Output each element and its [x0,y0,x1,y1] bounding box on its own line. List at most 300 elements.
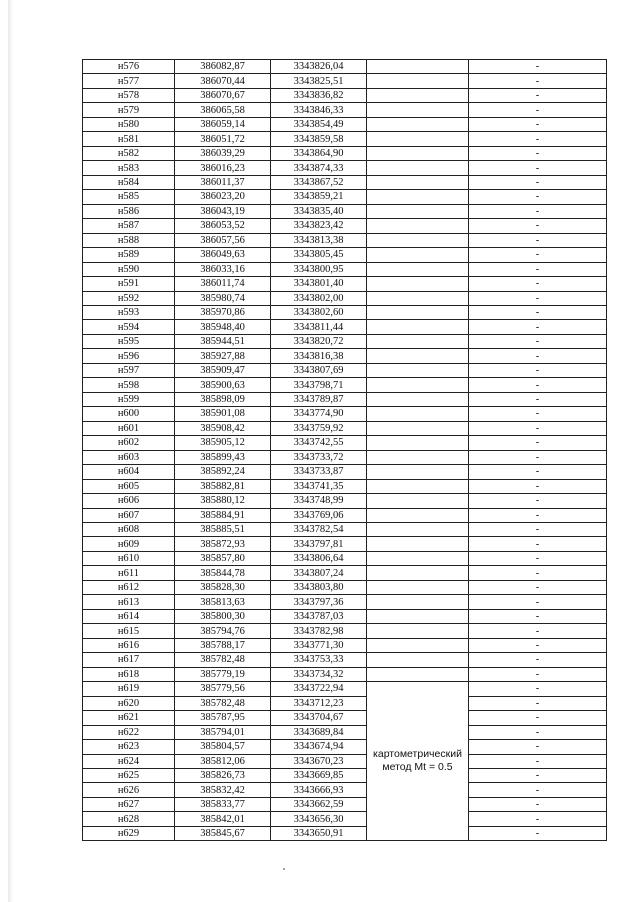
method-cell [367,436,469,450]
point-id-cell: н598 [83,378,175,392]
x-coordinate-cell: 386057,56 [175,233,271,247]
table-row [83,233,607,247]
table-row [83,754,607,768]
point-id-cell: н594 [83,320,175,334]
mark-cell: - [469,248,607,262]
table-row [83,523,607,537]
x-coordinate-cell: 386082,87 [175,60,271,74]
table-row [83,682,607,696]
method-cell [367,103,469,117]
method-cell [367,609,469,623]
y-coordinate-cell: 3343803,80 [271,580,367,594]
mark-cell: - [469,190,607,204]
point-id-cell: н603 [83,450,175,464]
x-coordinate-cell: 386023,20 [175,190,271,204]
method-cell [367,363,469,377]
point-id-cell: н610 [83,551,175,565]
x-coordinate-cell: 386011,74 [175,277,271,291]
point-id-cell: н617 [83,653,175,667]
y-coordinate-cell: 3343742,55 [271,436,367,450]
y-coordinate-cell: 3343867,52 [271,175,367,189]
x-coordinate-cell: 385782,48 [175,653,271,667]
y-coordinate-cell: 3343670,23 [271,754,367,768]
mark-cell: - [469,494,607,508]
table-row [83,204,607,218]
mark-cell: - [469,754,607,768]
y-coordinate-cell: 3343802,60 [271,305,367,319]
point-id-cell: н584 [83,175,175,189]
point-id-cell: н624 [83,754,175,768]
mark-cell: - [469,421,607,435]
method-cell [367,349,469,363]
x-coordinate-cell: 386051,72 [175,132,271,146]
x-coordinate-cell: 385826,73 [175,768,271,782]
mark-cell: - [469,711,607,725]
y-coordinate-cell: 3343733,72 [271,450,367,464]
mark-cell: - [469,638,607,652]
table-row [83,219,607,233]
x-coordinate-cell: 386049,63 [175,248,271,262]
point-id-cell: н616 [83,638,175,652]
point-id-cell: н582 [83,146,175,160]
y-coordinate-cell: 3343874,33 [271,161,367,175]
point-id-cell: н589 [83,248,175,262]
point-id-cell: н626 [83,783,175,797]
y-coordinate-cell: 3343826,04 [271,60,367,74]
y-coordinate-cell: 3343674,94 [271,740,367,754]
y-coordinate-cell: 3343823,42 [271,219,367,233]
mark-cell: - [469,277,607,291]
table-row [83,624,607,638]
y-coordinate-cell: 3343704,67 [271,711,367,725]
y-coordinate-cell: 3343859,21 [271,190,367,204]
method-cell [367,117,469,131]
method-cell [367,291,469,305]
x-coordinate-cell: 385800,30 [175,609,271,623]
point-id-cell: н622 [83,725,175,739]
y-coordinate-cell: 3343807,24 [271,566,367,580]
method-cell [367,233,469,247]
point-id-cell: н596 [83,349,175,363]
table-row [83,580,607,594]
y-coordinate-cell: 3343789,87 [271,392,367,406]
mark-cell: - [469,103,607,117]
method-cell [367,378,469,392]
method-cell [367,146,469,160]
y-coordinate-cell: 3343805,45 [271,248,367,262]
x-coordinate-cell: 385828,30 [175,580,271,594]
point-id-cell: н591 [83,277,175,291]
y-coordinate-cell: 3343859,58 [271,132,367,146]
point-id-cell: н590 [83,262,175,276]
method-cell [367,248,469,262]
point-id-cell: н607 [83,508,175,522]
method-cell [367,551,469,565]
mark-cell: - [469,88,607,102]
table-row [83,161,607,175]
mark-cell: - [469,219,607,233]
table-row [83,190,607,204]
mark-cell: - [469,465,607,479]
x-coordinate-cell: 385882,81 [175,479,271,493]
table-row [83,537,607,551]
mark-cell: - [469,479,607,493]
mark-cell: - [469,146,607,160]
mark-cell: - [469,783,607,797]
mark-cell: - [469,624,607,638]
x-coordinate-cell: 385905,12 [175,436,271,450]
x-coordinate-cell: 385880,12 [175,494,271,508]
y-coordinate-cell: 3343734,32 [271,667,367,681]
y-coordinate-cell: 3343722,94 [271,682,367,696]
mark-cell: - [469,175,607,189]
mark-cell: - [469,378,607,392]
y-coordinate-cell: 3343802,00 [271,291,367,305]
point-id-cell: н628 [83,812,175,826]
x-coordinate-cell: 386070,67 [175,88,271,102]
y-coordinate-cell: 3343662,59 [271,797,367,811]
method-cell [367,161,469,175]
x-coordinate-cell: 385899,43 [175,450,271,464]
y-coordinate-cell: 3343733,87 [271,465,367,479]
y-coordinate-cell: 3343689,84 [271,725,367,739]
table-row [83,277,607,291]
mark-cell: - [469,363,607,377]
table-row [83,465,607,479]
x-coordinate-cell: 385909,47 [175,363,271,377]
method-cell [367,494,469,508]
table-row [83,450,607,464]
table-row [83,812,607,826]
method-cell [367,479,469,493]
mark-cell: - [469,797,607,811]
mark-cell: - [469,725,607,739]
mark-cell: - [469,291,607,305]
table-row [83,436,607,450]
x-coordinate-cell: 386039,29 [175,146,271,160]
table-row [83,146,607,160]
x-coordinate-cell: 385844,78 [175,566,271,580]
mark-cell: - [469,595,607,609]
table-row [83,88,607,102]
method-cell [367,508,469,522]
table-row [83,595,607,609]
method-cell [367,334,469,348]
x-coordinate-cell: 386065,58 [175,103,271,117]
x-coordinate-cell: 385884,91 [175,508,271,522]
mark-cell: - [469,161,607,175]
x-coordinate-cell: 385779,56 [175,682,271,696]
y-coordinate-cell: 3343769,06 [271,508,367,522]
mark-cell: - [469,768,607,782]
point-id-cell: н629 [83,826,175,840]
x-coordinate-cell: 386043,19 [175,204,271,218]
method-cell [367,638,469,652]
table-row [83,566,607,580]
x-coordinate-cell: 386059,14 [175,117,271,131]
table-row [83,696,607,710]
y-coordinate-cell: 3343669,85 [271,768,367,782]
table-row [83,363,607,377]
point-id-cell: н601 [83,421,175,435]
method-cell [367,175,469,189]
table-row [83,551,607,565]
point-id-cell: н587 [83,219,175,233]
table-row [83,638,607,652]
method-cell [367,74,469,88]
method-cell [367,566,469,580]
y-coordinate-cell: 3343759,92 [271,421,367,435]
mark-cell: - [469,117,607,131]
x-coordinate-cell: 385787,95 [175,711,271,725]
table-row [83,132,607,146]
y-coordinate-cell: 3343811,44 [271,320,367,334]
table-row [83,494,607,508]
mark-cell: - [469,551,607,565]
y-coordinate-cell: 3343800,95 [271,262,367,276]
table-row [83,248,607,262]
mark-cell: - [469,609,607,623]
y-coordinate-cell: 3343864,90 [271,146,367,160]
table-row [83,479,607,493]
table-row [83,262,607,276]
point-id-cell: н585 [83,190,175,204]
table-row [83,711,607,725]
method-cell [367,450,469,464]
mark-cell: - [469,305,607,319]
y-coordinate-cell: 3343835,40 [271,204,367,218]
page-edge-shadow [8,0,13,902]
y-coordinate-cell: 3343806,64 [271,551,367,565]
mark-cell: - [469,320,607,334]
x-coordinate-cell: 385779,19 [175,667,271,681]
x-coordinate-cell: 385794,01 [175,725,271,739]
x-coordinate-cell: 385794,76 [175,624,271,638]
x-coordinate-cell: 385872,93 [175,537,271,551]
mark-cell: - [469,450,607,464]
point-id-cell: н577 [83,74,175,88]
point-id-cell: н619 [83,682,175,696]
table-row [83,797,607,811]
table-row [83,334,607,348]
point-id-cell: н618 [83,667,175,681]
point-id-cell: н597 [83,363,175,377]
method-cell [367,277,469,291]
x-coordinate-cell: 385804,57 [175,740,271,754]
table-row [83,783,607,797]
point-id-cell: н580 [83,117,175,131]
x-coordinate-cell: 385813,63 [175,595,271,609]
x-coordinate-cell: 385908,42 [175,421,271,435]
coordinates-table [82,59,607,841]
table-row [83,508,607,522]
point-id-cell: н615 [83,624,175,638]
mark-cell: - [469,667,607,681]
y-coordinate-cell: 3343813,38 [271,233,367,247]
point-id-cell: н612 [83,580,175,594]
method-cell [367,219,469,233]
method-cell [367,320,469,334]
method-cell [367,537,469,551]
table-row [83,392,607,406]
mark-cell: - [469,74,607,88]
scan-speck [283,868,285,870]
mark-cell: - [469,523,607,537]
y-coordinate-cell: 3343774,90 [271,407,367,421]
x-coordinate-cell: 386053,52 [175,219,271,233]
x-coordinate-cell: 385833,77 [175,797,271,811]
mark-cell: - [469,508,607,522]
x-coordinate-cell: 386070,44 [175,74,271,88]
method-cell [367,132,469,146]
y-coordinate-cell: 3343798,71 [271,378,367,392]
x-coordinate-cell: 385885,51 [175,523,271,537]
mark-cell: - [469,204,607,218]
mark-cell: - [469,740,607,754]
y-coordinate-cell: 3343787,03 [271,609,367,623]
point-id-cell: н588 [83,233,175,247]
table-row [83,740,607,754]
point-id-cell: н583 [83,161,175,175]
y-coordinate-cell: 3343782,98 [271,624,367,638]
mark-cell: - [469,566,607,580]
mark-cell: - [469,349,607,363]
point-id-cell: н602 [83,436,175,450]
mark-cell: - [469,407,607,421]
point-id-cell: н581 [83,132,175,146]
x-coordinate-cell: 385845,67 [175,826,271,840]
y-coordinate-cell: 3343825,51 [271,74,367,88]
mark-cell: - [469,436,607,450]
method-cell [367,421,469,435]
y-coordinate-cell: 3343666,93 [271,783,367,797]
table-row [83,117,607,131]
x-coordinate-cell: 386033,16 [175,262,271,276]
x-coordinate-cell: 385812,06 [175,754,271,768]
table-row [83,305,607,319]
table-row [83,421,607,435]
method-cell [367,262,469,276]
mark-cell: - [469,60,607,74]
table-row [83,291,607,305]
x-coordinate-cell: 386011,37 [175,175,271,189]
mark-cell: - [469,812,607,826]
y-coordinate-cell: 3343797,81 [271,537,367,551]
x-coordinate-cell: 385948,40 [175,320,271,334]
method-cell [367,624,469,638]
x-coordinate-cell: 386016,23 [175,161,271,175]
y-coordinate-cell: 3343748,99 [271,494,367,508]
table-row [83,609,607,623]
mark-cell: - [469,392,607,406]
y-coordinate-cell: 3343846,33 [271,103,367,117]
method-cell [367,88,469,102]
method-cell [367,667,469,681]
x-coordinate-cell: 385900,63 [175,378,271,392]
mark-cell: - [469,682,607,696]
x-coordinate-cell: 385980,74 [175,291,271,305]
point-id-cell: н625 [83,768,175,782]
y-coordinate-cell: 3343801,40 [271,277,367,291]
table-row [83,378,607,392]
mark-cell: - [469,262,607,276]
table-row [83,667,607,681]
x-coordinate-cell: 385970,86 [175,305,271,319]
point-id-cell: н606 [83,494,175,508]
point-id-cell: н614 [83,609,175,623]
point-id-cell: н605 [83,479,175,493]
mark-cell: - [469,132,607,146]
table-row [83,175,607,189]
table-row [83,725,607,739]
mark-cell: - [469,233,607,247]
x-coordinate-cell: 385901,08 [175,407,271,421]
table-row [83,407,607,421]
x-coordinate-cell: 385788,17 [175,638,271,652]
y-coordinate-cell: 3343650,91 [271,826,367,840]
x-coordinate-cell: 385927,88 [175,349,271,363]
mark-cell: - [469,653,607,667]
y-coordinate-cell: 3343712,23 [271,696,367,710]
table-row [83,768,607,782]
y-coordinate-cell: 3343656,30 [271,812,367,826]
x-coordinate-cell: 385857,80 [175,551,271,565]
point-id-cell: н586 [83,204,175,218]
method-cell [367,595,469,609]
point-id-cell: н623 [83,740,175,754]
point-id-cell: н592 [83,291,175,305]
y-coordinate-cell: 3343797,36 [271,595,367,609]
mark-cell: - [469,334,607,348]
x-coordinate-cell: 385832,42 [175,783,271,797]
mark-cell: - [469,696,607,710]
point-id-cell: н595 [83,334,175,348]
y-coordinate-cell: 3343807,69 [271,363,367,377]
y-coordinate-cell: 3343816,38 [271,349,367,363]
point-id-cell: н579 [83,103,175,117]
method-cell [367,204,469,218]
y-coordinate-cell: 3343771,30 [271,638,367,652]
point-id-cell: н600 [83,407,175,421]
y-coordinate-cell: 3343741,35 [271,479,367,493]
table-row [83,103,607,117]
y-coordinate-cell: 3343753,33 [271,653,367,667]
x-coordinate-cell: 385842,01 [175,812,271,826]
point-id-cell: н611 [83,566,175,580]
point-id-cell: н613 [83,595,175,609]
x-coordinate-cell: 385782,48 [175,696,271,710]
method-cell [367,407,469,421]
table-row [83,826,607,840]
method-cell [367,580,469,594]
table-row [83,349,607,363]
table-row [83,653,607,667]
table-row [83,74,607,88]
method-note-cell: картометрический метод Mt = 0.5 [367,682,469,841]
point-id-cell: н608 [83,523,175,537]
y-coordinate-cell: 3343820,72 [271,334,367,348]
mark-cell: - [469,580,607,594]
y-coordinate-cell: 3343782,54 [271,523,367,537]
mark-cell: - [469,826,607,840]
point-id-cell: н609 [83,537,175,551]
point-id-cell: н599 [83,392,175,406]
method-cell [367,653,469,667]
table-row [83,60,607,74]
x-coordinate-cell: 385892,24 [175,465,271,479]
method-cell [367,465,469,479]
point-id-cell: н604 [83,465,175,479]
